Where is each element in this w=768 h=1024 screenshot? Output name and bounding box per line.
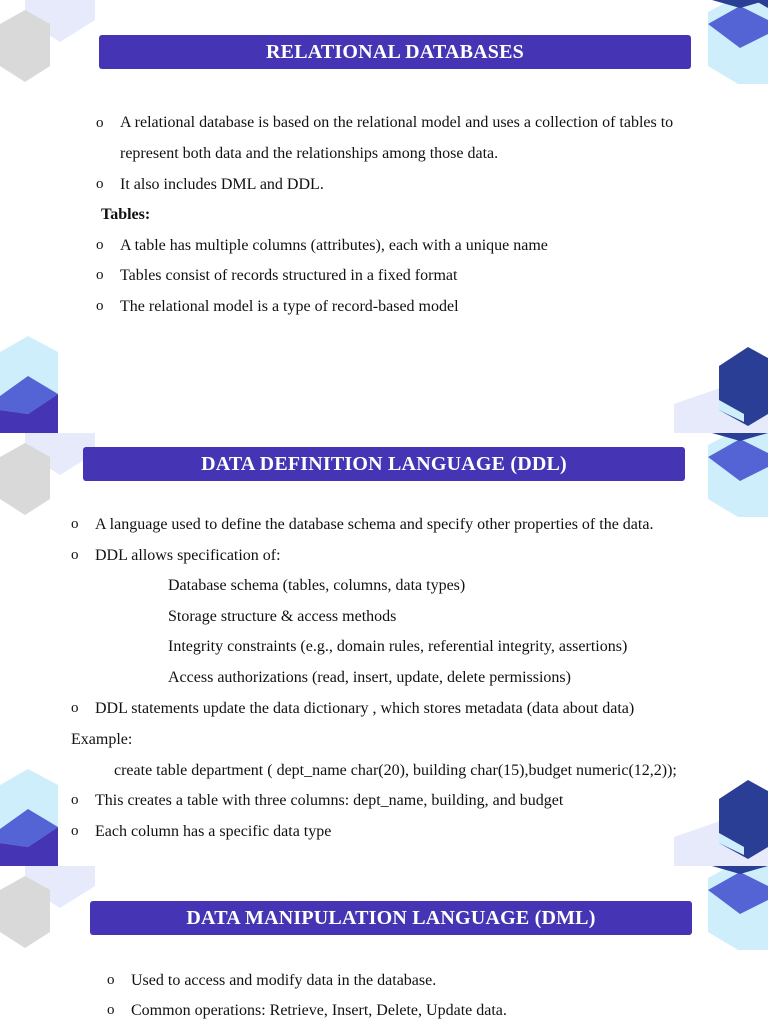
bullet-text: Used to access and modify data in the database. — [131, 972, 437, 989]
bullet-text: A relational database is based on the relational model and uses a collection of tables to — [120, 114, 674, 131]
bullet-icon: o — [96, 298, 104, 314]
bullet-icon: o — [107, 972, 115, 988]
bullet-text: This creates a table with three columns: dept_name, building, and budget — [95, 792, 564, 809]
bullet-icon: o — [96, 237, 104, 253]
bullet-icon: o — [96, 267, 104, 283]
bullet-icon: o — [71, 792, 79, 808]
bullet-icon: o — [96, 176, 104, 192]
bullet-icon: o — [96, 115, 104, 131]
bullet-text: Each column has a specific data type — [95, 823, 332, 840]
spec-item: Database schema (tables, columns, data types) — [168, 577, 466, 594]
bullet-text: It also includes DML and DDL. — [120, 176, 324, 193]
bullet-text: DDL allows specification of: — [95, 547, 281, 564]
bullet-text: The relational model is a type of record-based model — [120, 298, 459, 315]
bullet-icon: o — [107, 1002, 115, 1018]
bullet-icon: o — [71, 547, 79, 563]
spec-item: Integrity constraints (e.g., domain rules, referential integrity, assertions) — [168, 638, 628, 655]
spec-item: Access authorizations (read, insert, update, delete permissions) — [168, 669, 571, 686]
bullet-text: A language used to define the database schema and specify other properties of the data. — [95, 516, 654, 533]
bullet-icon: o — [71, 823, 79, 839]
slide-dml — [0, 866, 768, 1024]
example-label: Example: — [71, 731, 133, 748]
slide-title-banner: DATA MANIPULATION LANGUAGE (DML) — [90, 901, 692, 935]
tables-subheading: Tables: — [101, 206, 151, 223]
bullet-text: Common operations: Retrieve, Insert, Delete, Update data. — [131, 1002, 507, 1019]
bullet-text: A table has multiple columns (attributes), each with a unique name — [120, 237, 548, 254]
slide-relational-databases — [0, 0, 768, 433]
bullet-icon: o — [71, 700, 79, 716]
spec-item: Storage structure & access methods — [168, 608, 397, 625]
bullet-text: DDL statements update the data dictionary , which stores metadata (data about data) — [95, 700, 635, 717]
slide-title-banner: DATA DEFINITION LANGUAGE (DDL) — [83, 447, 685, 481]
bullet-icon: o — [71, 516, 79, 532]
example-code: create table department ( dept_name char(20), building char(15),budget numeric(12,2)); — [114, 762, 677, 779]
bullet-text-continuation: represent both data and the relationships among those data. — [120, 145, 499, 162]
bullet-text: Tables consist of records structured in a fixed format — [120, 267, 458, 284]
slide-ddl — [0, 433, 768, 866]
slide-title-banner: RELATIONAL DATABASES — [99, 35, 691, 69]
